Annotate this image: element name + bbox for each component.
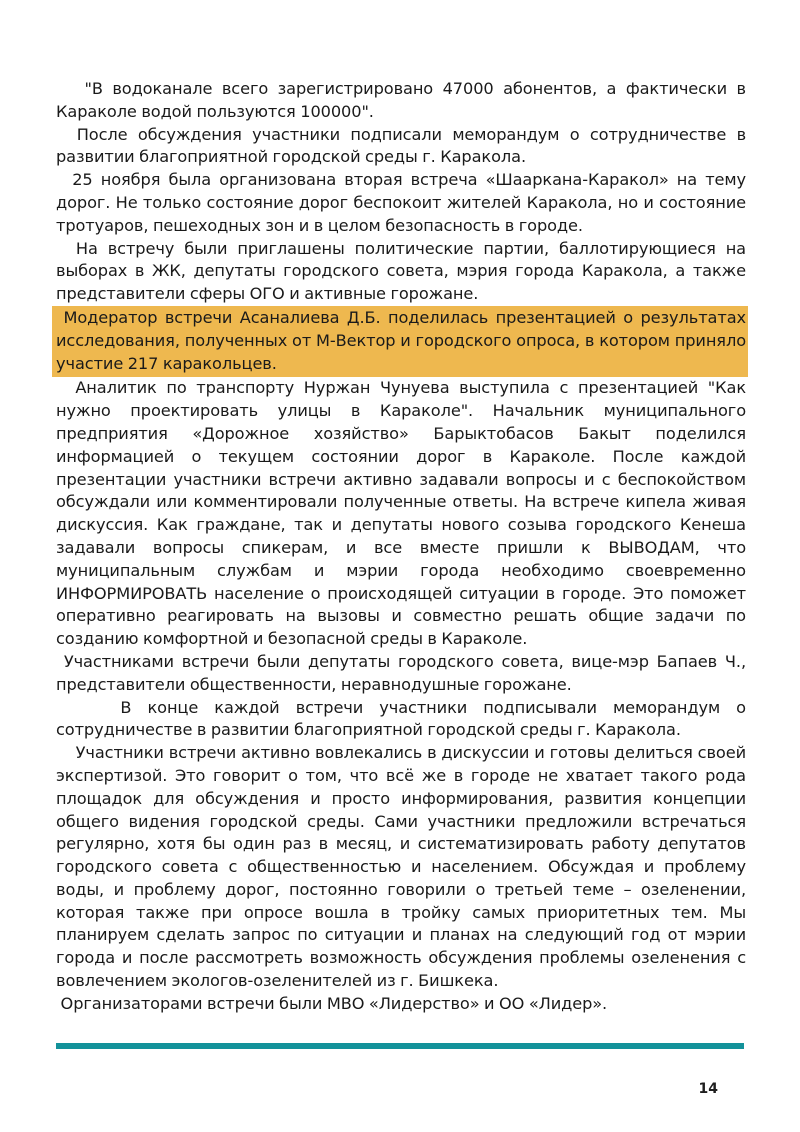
paragraph-participants: Участниками встречи были депутаты городского совета, вице-мэр Бапаев Ч., представители общественности, неравнодушные горожане. (56, 651, 751, 694)
paragraph-organizers: Организаторами встречи были МВО «Лидерство» и ОО «Лидер». (56, 993, 608, 1013)
footer-divider (56, 1043, 744, 1049)
paragraph-transport-analyst: Аналитик по транспорту Нуржан Чунуева выступила с презентацией "Как нужно проектировать улицы в Караколе". Начальник муниципального предприятия «Дорожное хозяйство» Барыктобасов Бакыт поделился информацией о текущем состоянии дорог в Караколе. После каждой презентации участники встречи активно задавали вопросы и с беспокойством обсуждали или комментировали полученные ответы. На встрече кипела живая дискуссия. Как граждане, так и депутаты нового созыва городского Кенеша задавали вопросы спикерам, и все вместе пришли к ВЫВОДАМ, что муниципальным службам и мэрии города необходимо своевременно ИНФОРМИРОВАТЬ население о происходящей ситуации в городе. Это поможет оперативно реагировать на вызовы и совместно решать общие задачи по созданию комфортной и безопасной среды в Караколе. (56, 378, 751, 649)
paragraph-invited-guests: На встречу были приглашены политические партии, баллотирующиеся на выборах в ЖК, депутаты городского совета, мэрия города Каракола, а также представители сферы ОГО и активные горожане. (56, 238, 751, 304)
paragraph-memorandum: После обсуждения участники подписали меморандум о сотрудничестве в развитии благоприятной городской среды г. Каракола. (56, 124, 751, 167)
paragraph-discussion-summary: Участники встречи активно вовлекались в дискуссии и готовы делиться своей экспертизой. Это говорит о том, что всё же в городе не хватает такого рода площадок для обсуждения и просто информирования, развития концепции общего видения городской среды. Сами участники предложили встречаться регулярно, хотя бы один раз в месяц, и систематизировать работу депутатов городского совета с общественностью и населением. Обсуждая и проблему воды, и проблему дорог, постоянно говорили о третьей теме – озеленении, которая также при опросе вошла в тройку самых приоритетных тем. Мы планируем сделать запрос по ситуации и планах на следующий год от мэрии города и после рассмотреть возможность обсуждения проблемы озеленения с вовлечением экологов-озеленителей из г. Бишкека. (56, 743, 751, 991)
paragraph-vodokanal-quote: "В водоканале всего зарегистрировано 47000 абонентов, а фактически в Караколе водой пользуются 100000". (56, 79, 751, 121)
paragraph-memorandum-each-meeting: В конце каждой встречи участники подписывали меморандум о сотрудничестве в развитии благоприятной городской среды г. Каракола. (56, 697, 751, 740)
paragraph-second-meeting: 25 ноября была организована вторая встреча «Шааркана-Каракол» на тему дорог. Не только состояние дорог беспокоит жителей Каракола, но и состояние тротуаров, пешеходных зон и в целом безопасность в городе. (56, 170, 751, 235)
paragraph-moderator-highlighted: Модератор встречи Асаналиева Д.Б. поделилась презентацией о результатах исследования, полученных от М-Вектор и городского опроса, в котором приняло участие 217 каракольцев. (52, 306, 748, 377)
page-body (56, 78, 751, 1016)
page-number: 14 (698, 1081, 718, 1097)
